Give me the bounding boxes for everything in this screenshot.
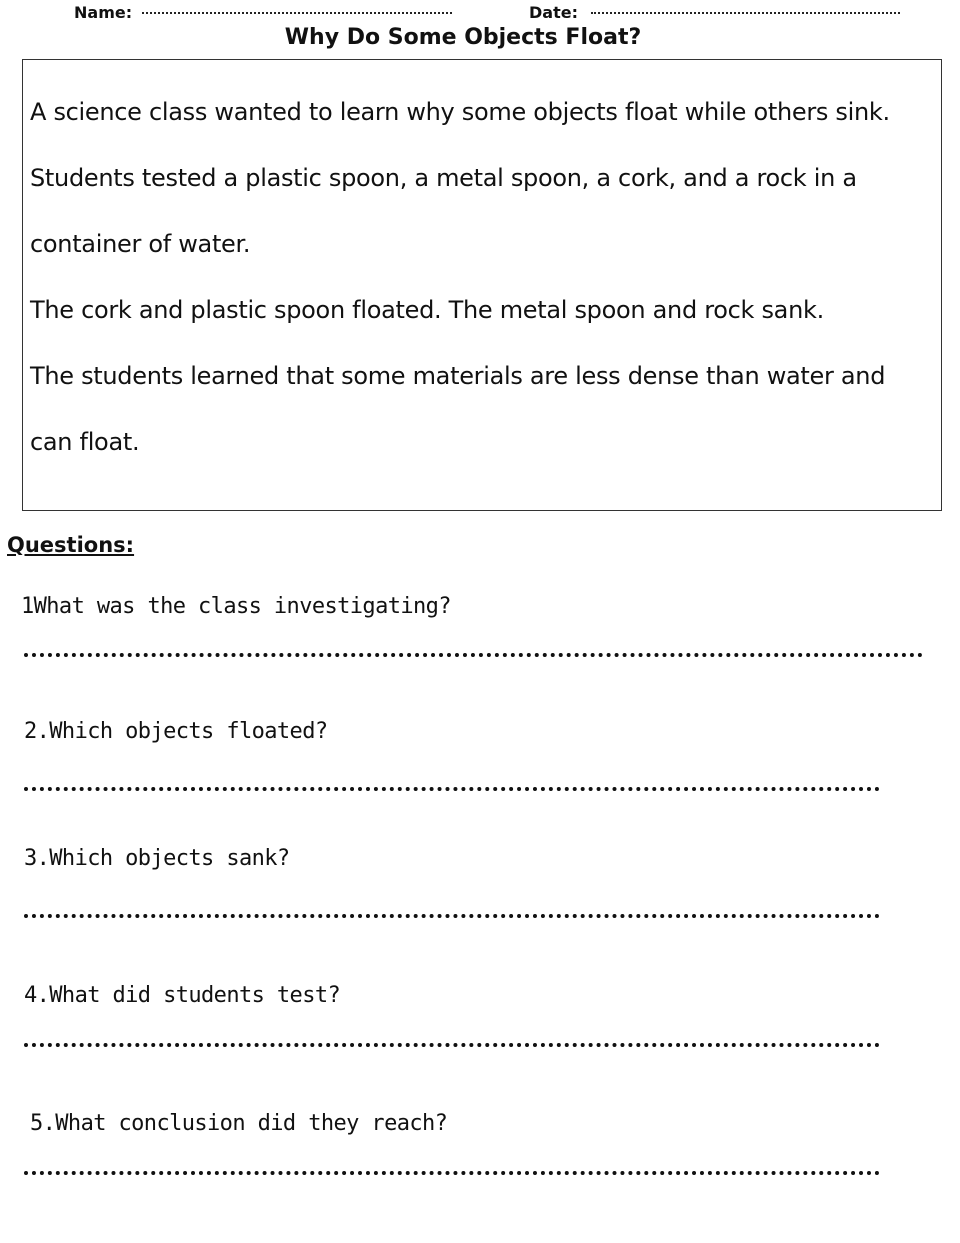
- reading-passage-box: [22, 59, 942, 511]
- passage-line: container of water.: [30, 230, 251, 258]
- answer-line-3[interactable]: [24, 914, 880, 918]
- date-label: Date:: [529, 3, 578, 22]
- answer-line-2[interactable]: [24, 787, 880, 791]
- name-field[interactable]: [142, 12, 452, 14]
- answer-line-4[interactable]: [24, 1043, 880, 1047]
- passage-line: A science class wanted to learn why some objects float while others sink.: [30, 98, 890, 126]
- question-1: 1What was the class investigating?: [21, 594, 451, 619]
- answer-line-5[interactable]: [24, 1171, 880, 1175]
- passage-line: The students learned that some materials are less dense than water and: [30, 362, 886, 390]
- passage-line: The cork and plastic spoon floated. The metal spoon and rock sank.: [30, 296, 824, 324]
- answer-line-1[interactable]: [24, 653, 923, 657]
- name-label: Name:: [74, 3, 133, 22]
- passage-line: can float.: [30, 428, 140, 456]
- questions-heading: Questions:: [7, 533, 135, 557]
- question-4: 4.What did students test?: [24, 983, 341, 1008]
- question-5: 5.What conclusion did they reach?: [30, 1111, 448, 1136]
- question-2: 2.Which objects floated?: [24, 719, 328, 744]
- date-field[interactable]: [591, 12, 900, 14]
- reading-passage: [30, 79, 936, 475]
- question-3: 3.Which objects sank?: [24, 846, 290, 871]
- page-title: Why Do Some Objects Float?: [284, 25, 642, 50]
- passage-line: Students tested a plastic spoon, a metal spoon, a cork, and a rock in a: [30, 164, 857, 192]
